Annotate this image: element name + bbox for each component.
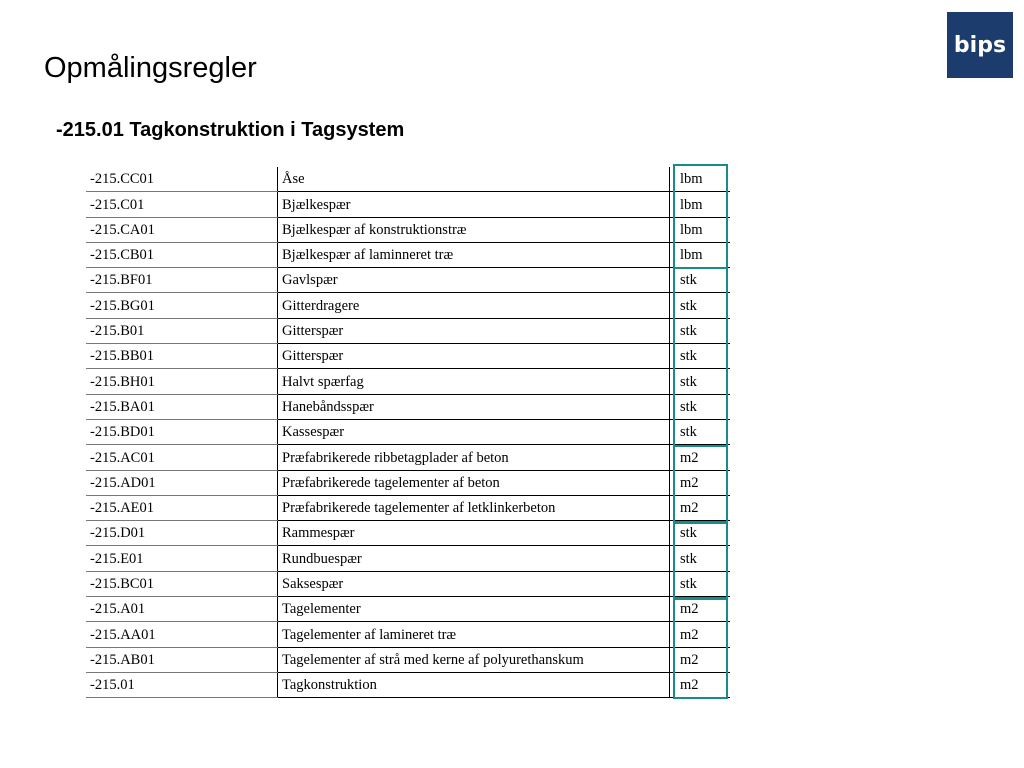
row-code: -215.BH01 [86, 369, 278, 394]
row-code: -215.AD01 [86, 470, 278, 495]
row-description: Bjælkespær af laminneret træ [278, 242, 670, 267]
row-unit: stk [670, 419, 731, 444]
row-unit: m2 [670, 470, 731, 495]
table-row [86, 445, 730, 470]
row-code: -215.C01 [86, 192, 278, 217]
row-description: Gitterspær [278, 344, 670, 369]
row-description: Gitterdragere [278, 293, 670, 318]
row-unit: lbm [670, 192, 731, 217]
row-unit: stk [670, 546, 731, 571]
row-code: -215.A01 [86, 597, 278, 622]
row-unit: lbm [670, 167, 731, 192]
table-row [86, 647, 730, 672]
row-unit: lbm [670, 217, 731, 242]
row-code: -215.01 [86, 672, 278, 697]
row-description: Tagkonstruktion [278, 672, 670, 697]
row-unit: m2 [670, 622, 731, 647]
row-code: -215.B01 [86, 318, 278, 343]
row-unit: stk [670, 369, 731, 394]
table-row [86, 369, 730, 394]
row-unit: stk [670, 571, 731, 596]
row-description: Kassespær [278, 419, 670, 444]
table-row [86, 470, 730, 495]
row-code: -215.BG01 [86, 293, 278, 318]
row-code: -215.BD01 [86, 419, 278, 444]
table-row [86, 672, 730, 697]
row-description: Bjælkespær [278, 192, 670, 217]
row-code: -215.BA01 [86, 394, 278, 419]
row-code: -215.E01 [86, 546, 278, 571]
row-description: Præfabrikerede ribbetagplader af beton [278, 445, 670, 470]
row-code: -215.AC01 [86, 445, 278, 470]
row-unit: stk [670, 344, 731, 369]
table-row [86, 597, 730, 622]
table-row [86, 495, 730, 520]
row-code: -215.D01 [86, 521, 278, 546]
row-description: Præfabrikerede tagelementer af letklinkerbeton [278, 495, 670, 520]
row-unit: m2 [670, 445, 731, 470]
table-row [86, 546, 730, 571]
row-code: -215.CC01 [86, 167, 278, 192]
measurement-rules-table [86, 167, 730, 698]
table-row [86, 344, 730, 369]
row-code: -215.AB01 [86, 647, 278, 672]
table-row [86, 268, 730, 293]
table-row [86, 293, 730, 318]
row-description: Rammespær [278, 521, 670, 546]
row-description: Halvt spærfag [278, 369, 670, 394]
row-unit: stk [670, 293, 731, 318]
table-row [86, 167, 730, 192]
table-row [86, 318, 730, 343]
row-unit: stk [670, 394, 731, 419]
page-title: Opmålingsregler [44, 52, 257, 84]
row-unit: lbm [670, 242, 731, 267]
table-row [86, 217, 730, 242]
row-unit: m2 [670, 672, 731, 697]
row-description: Tagelementer af strå med kerne af polyurethanskum [278, 647, 670, 672]
row-unit: stk [670, 521, 731, 546]
row-description: Tagelementer af lamineret træ [278, 622, 670, 647]
row-code: -215.AA01 [86, 622, 278, 647]
row-description: Rundbuespær [278, 546, 670, 571]
table-row [86, 419, 730, 444]
table-row [86, 192, 730, 217]
row-unit: m2 [670, 597, 731, 622]
section-subtitle: -215.01 Tagkonstruktion i Tagsystem [56, 119, 405, 141]
row-description: Gavlspær [278, 268, 670, 293]
table-row [86, 394, 730, 419]
table-row [86, 622, 730, 647]
row-code: -215.CA01 [86, 217, 278, 242]
row-unit: stk [670, 268, 731, 293]
bips-logo [947, 12, 1013, 78]
row-unit: m2 [670, 647, 731, 672]
row-description: Tagelementer [278, 597, 670, 622]
rules-table [86, 167, 730, 698]
table-body [86, 167, 730, 698]
table-row [86, 521, 730, 546]
row-description: Åse [278, 167, 670, 192]
row-description: Præfabrikerede tagelementer af beton [278, 470, 670, 495]
row-description: Saksespær [278, 571, 670, 596]
row-code: -215.BB01 [86, 344, 278, 369]
row-unit: m2 [670, 495, 731, 520]
row-code: -215.BC01 [86, 571, 278, 596]
row-code: -215.CB01 [86, 242, 278, 267]
table-row [86, 242, 730, 267]
row-description: Bjælkespær af konstruktionstræ [278, 217, 670, 242]
row-description: Gitterspær [278, 318, 670, 343]
table-row [86, 571, 730, 596]
row-unit: stk [670, 318, 731, 343]
row-code: -215.BF01 [86, 268, 278, 293]
logo-text: bips [953, 32, 1007, 58]
row-description: Hanebåndsspær [278, 394, 670, 419]
row-code: -215.AE01 [86, 495, 278, 520]
